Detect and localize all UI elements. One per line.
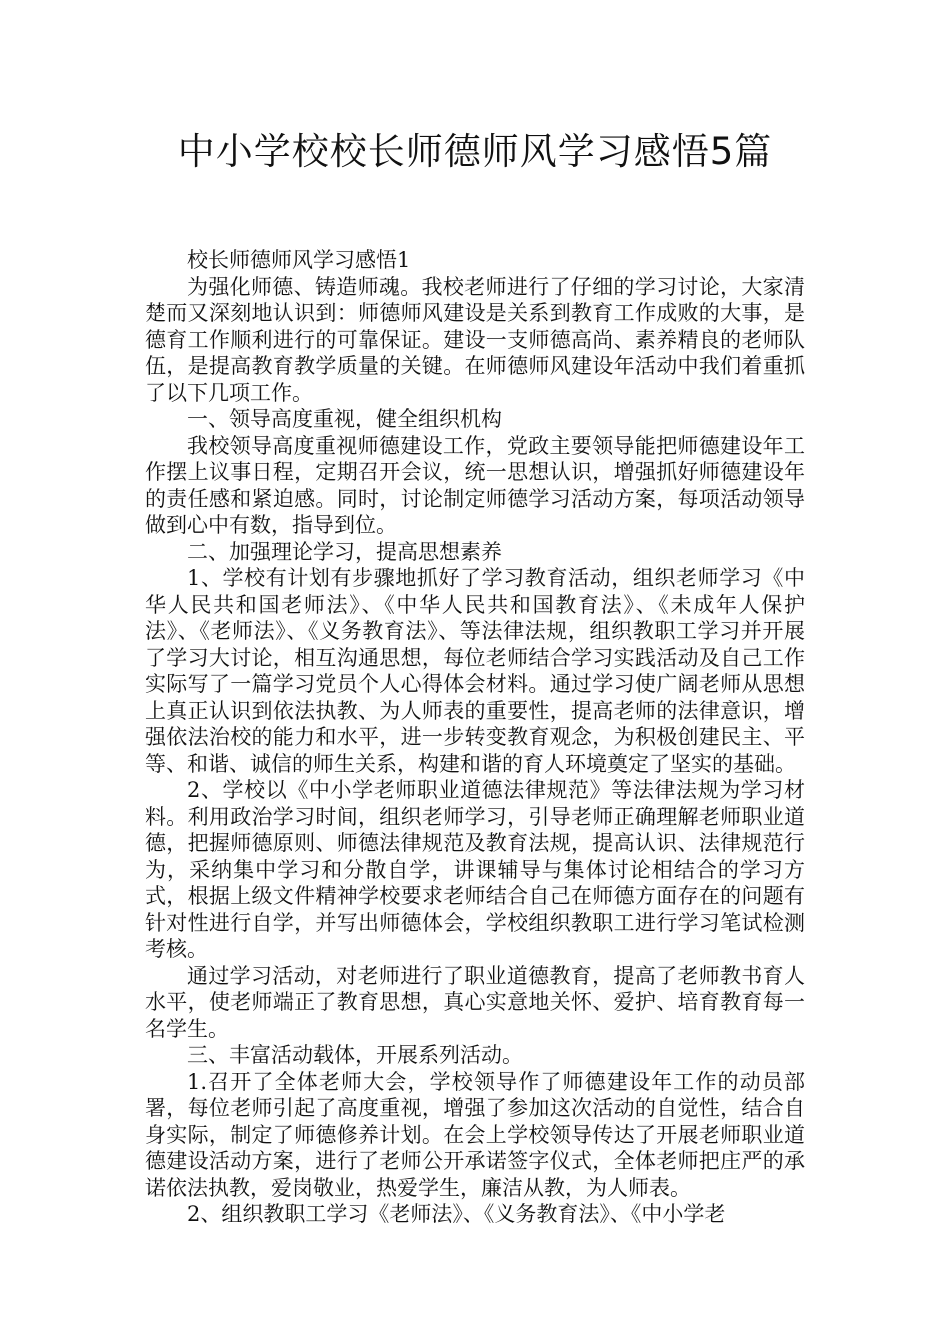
paragraph: 我校领导高度重视师德建设工作，党政主要领导能把师德建设年工作摆上议事日程，定期召开会议，统一思想认识，增强抓好师德建设年的责任感和紧迫感。同时，讨论制定师德学习活动方案，每项活动领导做到心中有数，指导到位。 bbox=[145, 433, 805, 537]
section-heading: 一、领导高度重视，健全组织机构 bbox=[187, 407, 502, 431]
paragraph: 为强化师德、铸造师魂。我校老师进行了仔细的学习讨论，大家清楚而又深刻地认识到：师德师风建设是关系到教育工作成败的大事，是德育工作顺利进行的可靠保证。建设一支师德高尚、素养精良的老师队伍，是提高教育教学质量的关键。在师德师风建设年活动中我们着重抓了以下几项工作。 bbox=[145, 274, 805, 405]
section-heading: 校长师德师风学习感悟1 bbox=[187, 248, 411, 272]
paragraph: 2、组织教职工学习《老师法》、《义务教育法》、《中小学老 bbox=[187, 1202, 726, 1226]
document-title: 中小学校校长师德师风学习感悟5篇 bbox=[177, 130, 773, 173]
paragraph: 2、学校以《中小学老师职业道德法律规范》等法律法规为学习材料。利用政治学习时间，组织老师学习，引导老师正确理解老师职业道德，把握师德原则、师德法律规范及教育法规，提高认识、法律规范行为，采纳集中学习和分散自学，讲课辅导与集体讨论相结合的学习方式，根据上级文件精神学校要求老师结合自己在师德方面存在的问题有针对性进行自学，并写出师德体会，学校组织教职工进行学习笔试检测考核。 bbox=[145, 778, 805, 961]
paragraph: 通过学习活动，对老师进行了职业道德教育，提高了老师教书育人水平，使老师端正了教育思想，真心实意地关怀、爱护、培育教育每一名学生。 bbox=[145, 963, 805, 1041]
section-heading: 二、加强理论学习，提高思想素养 bbox=[187, 539, 502, 564]
paragraph: 1.召开了全体老师大会，学校领导作了师德建设年工作的动员部署，每位老师引起了高度重视，增强了参加这次活动的自觉性，结合自身实际，制定了师德修养计划。在会上学校领导传达了开展老师职业道德建设活动方案，进行了老师公开承诺签字仪式，全体老师把庄严的承诺依法执教，爱岗敬业，热爱学生，廉洁从教，为人师表。 bbox=[145, 1069, 805, 1200]
paragraph: 1、学校有计划有步骤地抓好了学习教育活动，组织老师学习《中华人民共和国老师法》、《中华人民共和国教育法》、《未成年人保护法》、《老师法》、《义务教育法》、等法律法规，组织教职工学习并开展了学习大讨论，相互沟通思想，每位老师结合学习实践活动及自己工作实际写了一篇学习党员个人心得体会材料。通过学习使广阔老师从思想上真正认识到依法执教、为人师表的重要性，提高老师的法律意识，增强依法治校的能力和水平，进一步转变教育观念，为积极创建民主、平等、和谐、诚信的师生关系，构建和谐的育人环境奠定了坚实的基础。 bbox=[145, 566, 805, 776]
section-heading: 三、丰富活动载体，开展系列活动。 bbox=[187, 1043, 523, 1067]
document-body bbox=[145, 247, 805, 1228]
